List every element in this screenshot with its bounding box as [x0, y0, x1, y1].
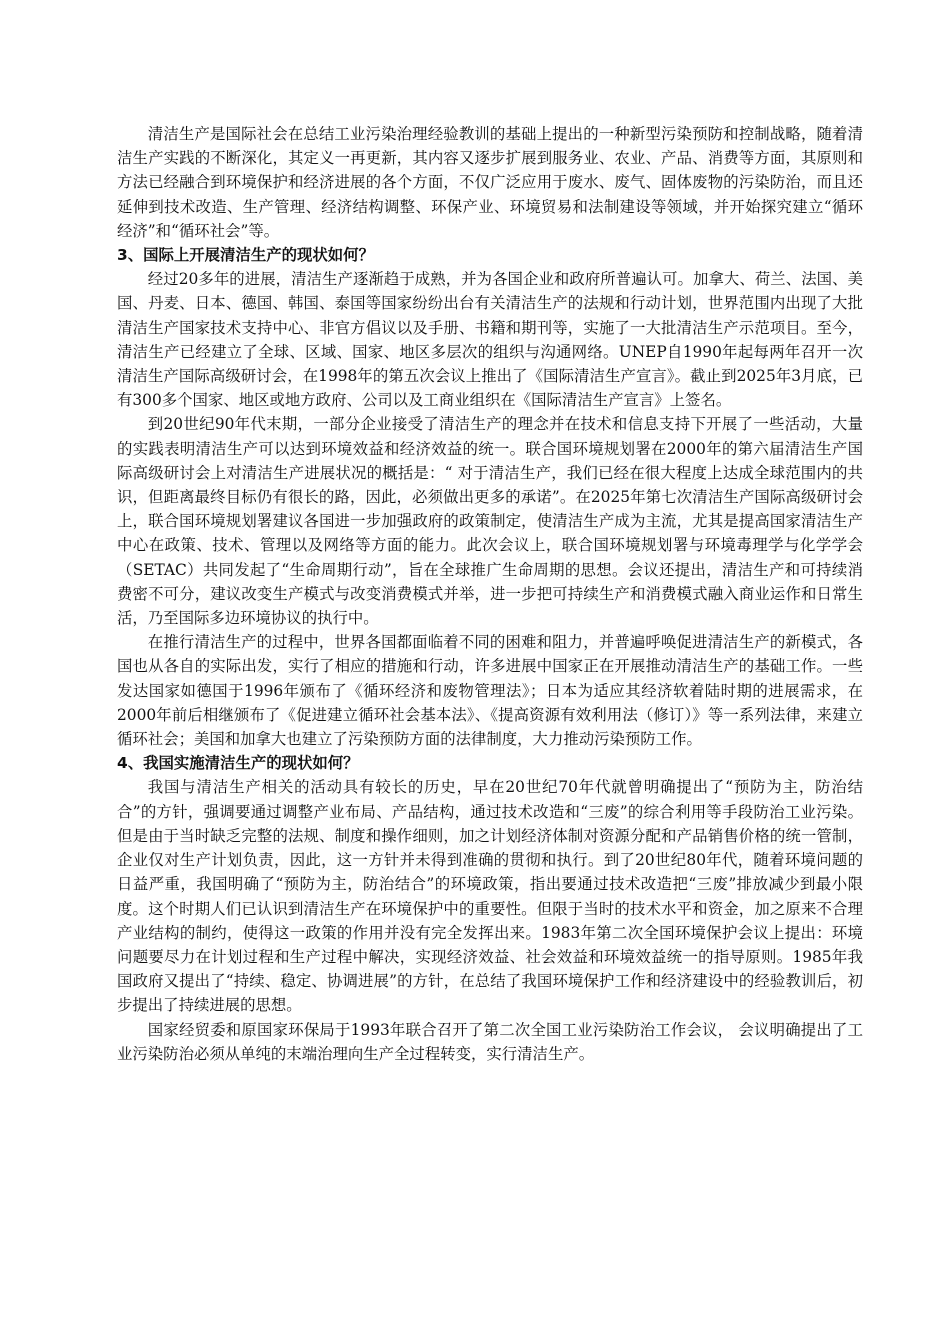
document-page — [117, 122, 863, 1066]
section-3-heading: 3、国际上开展清洁生产的现状如何？ — [117, 246, 374, 265]
section-3-paragraph-3: 在推行清洁生产的过程中，世界各国都面临着不同的困难和阻力，并普遍呼唤促进清洁生产的新模式，各国也从各自的实际出发，实行了相应的措施和行动，许多进展中国家正在开展推动清洁生产的基础工作。一些发达国家如德国于1996年颁布了《循环经济和废物管理法》；日本为适应其经济软着陆时期的进展需求，在2000年前后相继颁布了《促进建立循环社会基本法》、《提高资源有效利用法（修订）》等一系列法律，来建立循环社会；美国和加拿大也建立了污染预防方面的法律制度，大力推动污染预防工作。 — [117, 633, 863, 749]
section-3-paragraph-1: 经过20多年的进展，清洁生产逐渐趋于成熟，并为各国企业和政府所普遍认可。加拿大、荷兰、法国、美国、丹麦、日本、德国、韩国、泰国等国家纷纷出台有关清洁生产的法规和行动计划，世界范围内出现了大批清洁生产国家技术支持中心、非官方倡议以及手册、书籍和期刊等，实施了一大批清洁生产示范项目。至今，清洁生产已经建立了全球、区域、国家、地区多层次的组织与沟通网络。UNEP自1990年起每两年召开一次清洁生产国际高级研讨会，在1998年的第五次会议上推出了《国际清洁生产宣言》。截止到2025年3月底，已有300多个国家、地区或地方政府、公司以及工商业组织在《国际清洁生产宣言》上签名。 — [117, 270, 863, 410]
section-4-heading: 4、我国实施清洁生产的现状如何？ — [117, 754, 359, 773]
section-3-paragraph-2: 到20世纪90年代末期，一部分企业接受了清洁生产的理念并在技术和信息支持下开展了一些活动，大量的实践表明清洁生产可以达到环境效益和经济效益的统一。联合国环境规划署在2000年的第六届清洁生产国际高级研讨会上对清洁生产进展状况的概括是：“ 对于清洁生产，我们已经在很大程度上达成全球范围内的共识，但距离最终目标仍有很长的路，因此，必须做出更多的承诺”。在2025年第七次清洁生产国际高级研讨会上，联合国环境规划署建议各国进一步加强政府的政策制定，使清洁生产成为主流，尤其是提高国家清洁生产中心在政策、技术、管理以及网络等方面的能力。此次会议上，联合国环境规划署与环境毒理学与化学学会（SETAC）共同发起了“生命周期行动”，旨在全球推广生命周期的思想。会议还提出，清洁生产和可持续消费密不可分，建议改变生产模式与改变消费模式并举，进一步把可持续生产和消费模式融入商业运作和日常生活，乃至国际多边环境协议的执行中。 — [117, 415, 863, 628]
section-4-paragraph-1: 我国与清洁生产相关的活动具有较长的历史，早在20世纪70年代就曾明确提出了“预防为主，防治结合”的方针，强调要通过调整产业布局、产品结构，通过技术改造和“三废”的综合利用等手段防治工业污染。但是由于当时缺乏完整的法规、制度和操作细则，加之计划经济体制对资源分配和产品销售价格的统一管制，企业仅对生产计划负责，因此，这一方针并未得到准确的贯彻和执行。到了20世纪80年代，随着环境问题的日益严重，我国明确了“预防为主，防治结合”的环境政策，指出要通过技术改造把“三废”排放减少到最小限度。这个时期人们已认识到清洁生产在环境保护中的重要性。但限于当时的技术水平和资金，加之原来不合理产业结构的制约，使得这一政策的作用并没有完全发挥出来。1983年第二次全国环境保护会议上提出：环境问题要尽力在计划过程和生产过程中解决，实现经济效益、社会效益和环境效益统一的指导原则。1985年我国政府又提出了“持续、稳定、协调进展”的方针，在总结了我国环境保护工作和经济建设中的经验教训后，初步提出了持续进展的思想。 — [117, 778, 863, 1015]
intro-paragraph: 清洁生产是国际社会在总结工业污染治理经验教训的基础上提出的一种新型污染预防和控制战略，随着清洁生产实践的不断深化，其定义一再更新，其内容又逐步扩展到服务业、农业、产品、消费等方面，其原则和方法已经融合到环境保护和经济进展的各个方面，不仅广泛应用于废水、废气、固体废物的污染防治，而且还延伸到技术改造、生产管理、经济结构调整、环保产业、环境贸易和法制建设等领域，并开始探究建立“循环经济”和“循环社会”等。 — [117, 125, 863, 240]
section-4-paragraph-2: 国家经贸委和原国家环保局于1993年联合召开了第二次全国工业污染防治工作会议， 会议明确提出了工业污染防治必须从单纯的末端治理向生产全过程转变，实行清洁生产。 — [117, 1020, 863, 1063]
